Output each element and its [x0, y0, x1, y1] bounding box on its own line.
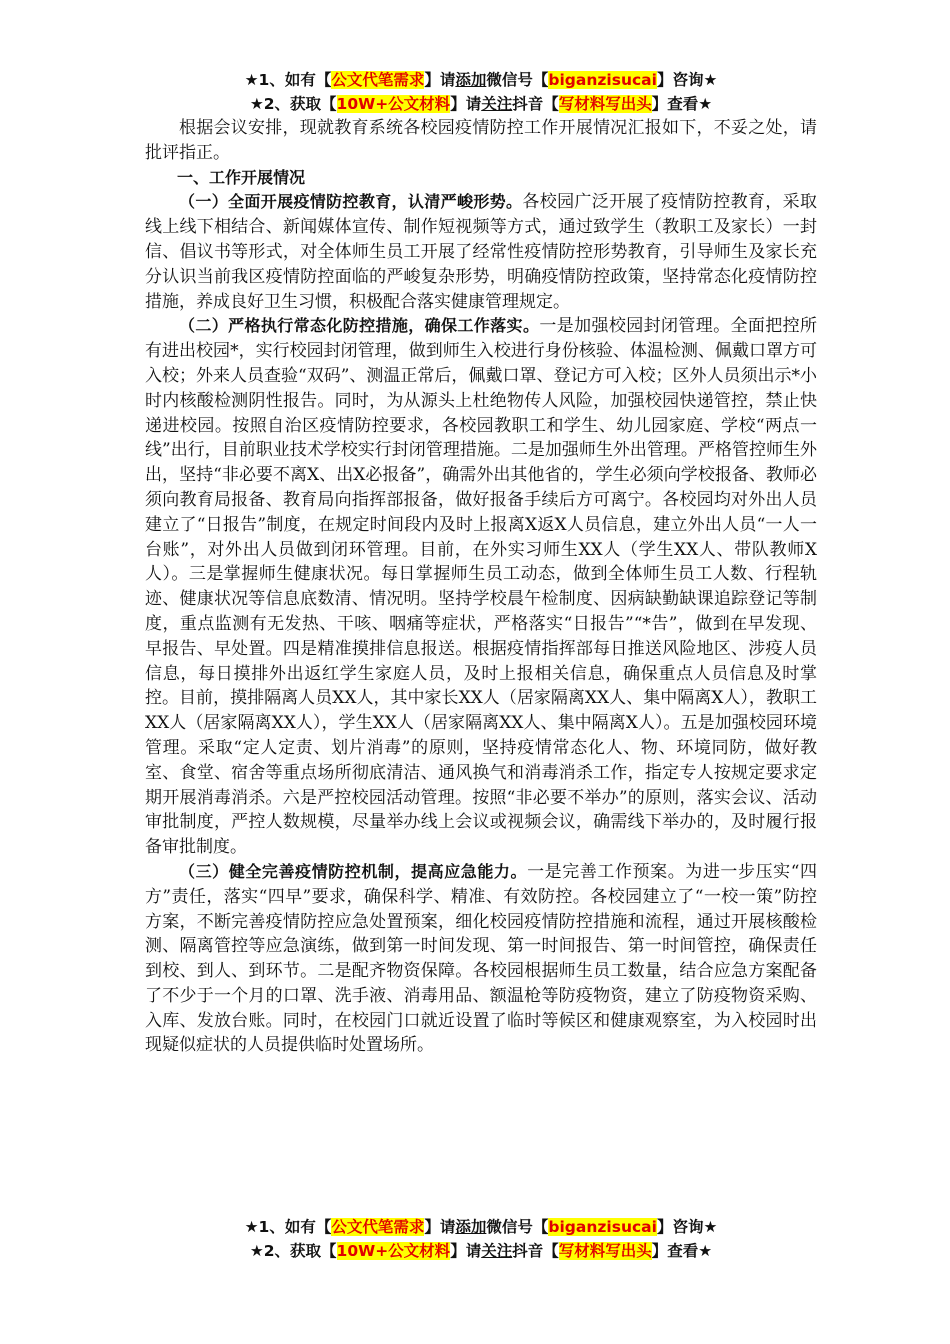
- banner-highlight: biganzisucai: [548, 1218, 657, 1236]
- bottom-banner: [145, 1215, 817, 1263]
- banner-line-2: [145, 92, 817, 116]
- banner-underline: 添加: [455, 71, 487, 89]
- banner-underline: 添加: [455, 1218, 487, 1236]
- intro-paragraph: 根据会议安排，现就教育系统各校园疫情防控工作开展情况汇报如下，不妥之处，请批评指正。: [145, 118, 817, 163]
- banner-text: 】查看★: [651, 95, 713, 113]
- banner-text: ★2、获取【: [249, 95, 337, 113]
- banner-text: 抖音【: [512, 95, 559, 113]
- banner-line-2: [145, 1239, 817, 1263]
- paragraph-text: 一是加强校园封闭管理。全面把控所有进出校园*，实行校园封闭管理，做到师生入校进行身份核验、体温检测、佩戴口罩方可入校；外来人员查验“双码”、测温正常后，佩戴口罩、登记方可入校；区外人员须出示*小时内核酸检测阴性报告。同时，为从源头上杜绝物传人风险，加强校园快递管控，禁止快递进校园。按照自治区疫情防控要求，各校园教职工和学生、幼儿园家庭、学校“两点一线”出行，目前职业技术学校实行封闭管理措施。二是加强师生外出管理。严格管控师生外出，坚持“非必要不离X、出X必报备”，确需外出其他省的，学生必须向学校报备、教师必须向教育局报备、教育局向指挥部报备，做好报备手续后方可离宁。各校园均对外出人员建立了“日报告”制度，在规定时间段内及时上报离X返X人员信息，建立外出人员“一人一台账”，对外出人员做到闭环管理。目前，在外实习师生XX人（学生XX人、带队教师X人）。三是掌握师生健康状况。每日掌握师生员工动态，做到全体师生员工人数、行程轨迹、健康状况等信息底数清、情况明。坚持学校晨午检制度、因病缺勤缺课追踪登记等制度，重点监测有无发热、干咳、咽痛等症状，严格落实“日报告”“*告”，做到在早发现、早报告、早处置。四是精准摸排信息报送。根据疫情指挥部每日推送风险地区、涉疫人员信息，每日摸排外出返红学生家庭人员，及时上报相关信息，确保重点人员信息及时掌控。目前，摸排隔离人员XX人，其中家长XX人（居家隔离XX人、集中隔离X人），教职工XX人（居家隔离XX人），学生XX人（居家隔离XX人、集中隔离X人）。五是加强校园环境管理。采取“定人定责、划片消毒”的原则，坚持疫情常态化人、物、环境同防，做好教室、食堂、宿舍等重点场所彻底清洁、通风换气和消毒消杀工作，指定专人按规定要求定期开展消毒消杀。六是严控校园活动管理。按照“非必要不举办”的原则，落实会议、活动审批制度，严控人数规模，尽量举办线上会议或视频会议，确需线下举办的，及时履行报备审批制度。: [145, 316, 817, 858]
- banner-highlight: 公文代笔需求: [331, 1218, 425, 1236]
- banner-text: 微信号【: [486, 71, 549, 89]
- banner-text: 微信号【: [486, 1218, 549, 1236]
- banner-highlight: 写材料写出头: [558, 95, 652, 113]
- banner-text: ★1、如有【: [244, 71, 332, 89]
- paragraph-heading: （二）严格执行常态化防控措施，确保工作落实。: [179, 316, 540, 336]
- paragraph-heading: （一）全面开展疫情防控教育，认清严峻形势。: [179, 192, 523, 212]
- banner-text: 】请: [450, 95, 482, 113]
- document-body: [145, 116, 817, 1058]
- banner-line-1: [145, 68, 817, 92]
- paragraph-heading: （三）健全完善疫情防控机制，提高应急能力。: [179, 861, 528, 881]
- banner-highlight: 10W+公文材料: [336, 1242, 451, 1260]
- banner-underline: 关注: [481, 1242, 513, 1260]
- banner-text: ★1、如有【: [244, 1218, 332, 1236]
- banner-highlight: biganzisucai: [548, 71, 657, 89]
- banner-text: 】咨询★: [656, 1218, 718, 1236]
- banner-highlight: 写材料写出头: [558, 1242, 652, 1260]
- banner-text: 】请: [424, 71, 456, 89]
- banner-text: 】请: [450, 1242, 482, 1260]
- banner-text: 抖音【: [512, 1242, 559, 1260]
- banner-underline: 关注: [481, 95, 513, 113]
- banner-highlight: 公文代笔需求: [331, 71, 425, 89]
- section-heading: 一、工作开展情况: [177, 167, 306, 187]
- banner-text: 】查看★: [651, 1242, 713, 1260]
- banner-highlight: 10W+公文材料: [336, 95, 451, 113]
- paragraph-3: [145, 860, 817, 1058]
- document-page: [145, 68, 817, 1058]
- paragraph-1: [145, 190, 817, 314]
- banner-line-1: [145, 1215, 817, 1239]
- banner-text: 】咨询★: [656, 71, 718, 89]
- paragraph-text: 一是完善工作预案。为进一步压实“四方”责任，落实“四早”要求，确保科学、精准、有效防控。各校园建立了“一校一策”防控方案，不断完善疫情防控应急处置预案，细化校园疫情防控措施和流程，通过开展核酸检测、隔离管控等应急演练，做到第一时间发现、第一时间报告、第一时间管控，确保责任到校、到人、到环节。二是配齐物资保障。各校园根据师生员工数量，结合应急方案配备了不少于一个月的口罩、洗手液、消毒用品、额温枪等防疫物资，建立了防疫物资采购、入库、发放台账。同时，在校园门口就近设置了临时等候区和健康观察室，为入校园时出现疑似症状的人员提供临时处置场所。: [145, 861, 817, 1056]
- banner-text: ★2、获取【: [249, 1242, 337, 1260]
- top-banner: [145, 68, 817, 116]
- paragraph-text: 各校园广泛开展了疫情防控教育，采取线上线下相结合、新闻媒体宣传、制作短视频等方式，通过致学生（教职工及家长）一封信、倡议书等形式，对全体师生员工开展了经常性疫情防控形势教育，引导师生及家长充分认识当前我区疫情防控面临的严峻复杂形势，明确疫情防控政策，坚持常态化疫情防控措施，养成良好卫生习惯，积极配合落实健康管理规定。: [145, 192, 817, 312]
- paragraph-2: [145, 314, 817, 860]
- banner-text: 】请: [424, 1218, 456, 1236]
